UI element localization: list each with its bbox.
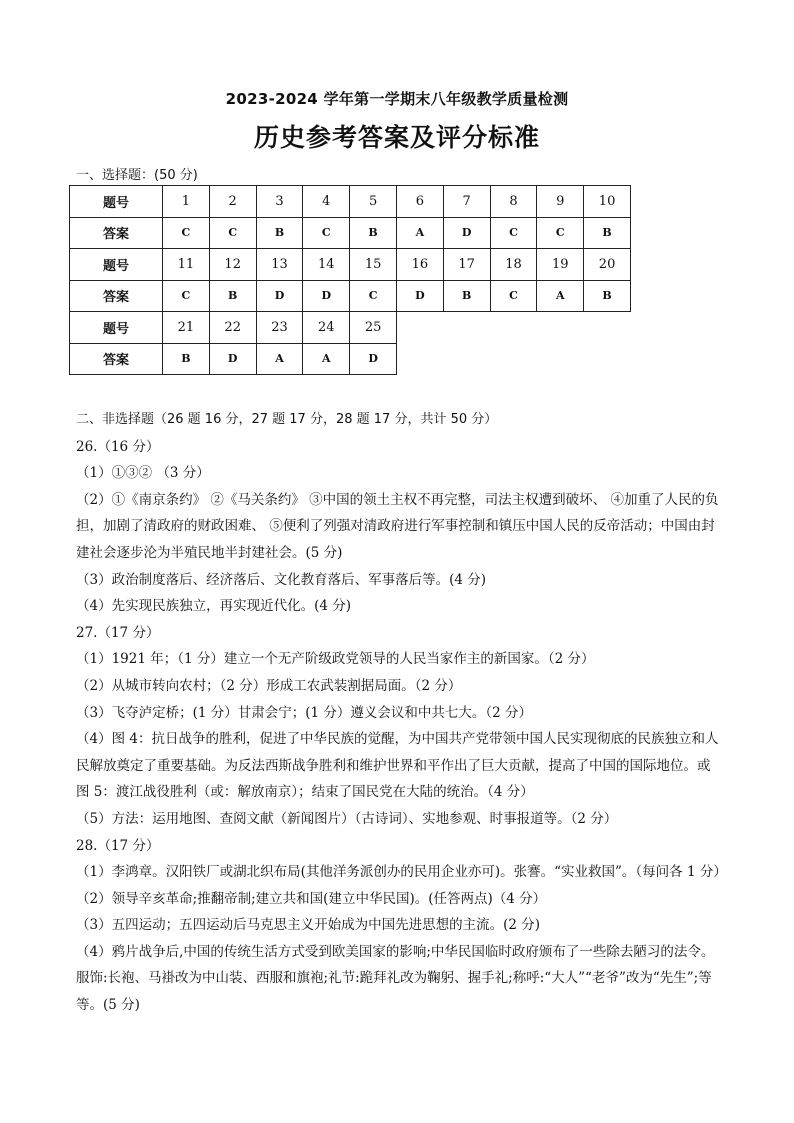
empty-cell xyxy=(490,343,537,375)
answer-line: （3）五四运动；五四运动后马克思主义开始成为中国先进思想的主流。(2 分) xyxy=(76,917,541,934)
answer-cell: B xyxy=(584,217,631,249)
question-number-row xyxy=(70,249,631,281)
answer-cell: B xyxy=(256,217,303,249)
question-number-cell: 20 xyxy=(584,249,631,281)
answer-cell: B xyxy=(163,343,210,375)
question-number-cell: 18 xyxy=(490,249,537,281)
question-number-cell: 1 xyxy=(163,186,210,218)
question-number-cell: 17 xyxy=(443,249,490,281)
question-number-cell: 4 xyxy=(303,186,350,218)
empty-cell xyxy=(443,343,490,375)
question-number-cell: 24 xyxy=(303,312,350,344)
answer-cell: A xyxy=(396,217,443,249)
empty-cell xyxy=(396,343,443,375)
answer-line: 27.（17 分） xyxy=(76,624,160,641)
section1-heading: 一、选择题：(50 分) xyxy=(76,168,198,183)
answer-line: （1）李鸿章。汉阳铁厂或湖北织布局(其他洋务派创办的民用企业亦可)。张謇。“实业救国”。（每问各 1 分） xyxy=(76,864,727,881)
row-label-question: 题号 xyxy=(70,249,163,281)
question-number-cell: 7 xyxy=(443,186,490,218)
section2-heading: 二、非选择题（26 题 16 分，27 题 17 分，28 题 17 分，共计 50 分） xyxy=(76,412,498,427)
answer-line: （3）飞夺泸定桥；(1 分）甘肃会宁；(1 分）遵义会议和中共七大。（2 分） xyxy=(76,704,533,721)
answer-cell: D xyxy=(443,217,490,249)
answer-cell: B xyxy=(350,217,397,249)
answer-line: 26.（16 分） xyxy=(76,438,160,455)
question-number-row xyxy=(70,186,631,218)
question-number-cell: 23 xyxy=(256,312,303,344)
answer-cell: C xyxy=(537,217,584,249)
answer-cell: A xyxy=(256,343,303,375)
empty-cell xyxy=(584,343,631,375)
answer-line: （2）领导辛亥革命;推翻帝制;建立共和国(建立中华民国)。(任答两点)（4 分） xyxy=(76,890,547,907)
answer-cell: D xyxy=(209,343,256,375)
answer-cell: B xyxy=(209,280,256,312)
question-number-cell: 25 xyxy=(350,312,397,344)
question-number-cell: 22 xyxy=(209,312,256,344)
answer-cell: A xyxy=(303,343,350,375)
question-number-cell: 2 xyxy=(209,186,256,218)
question-number-cell: 5 xyxy=(350,186,397,218)
answer-cell: C xyxy=(303,217,350,249)
row-label-question: 题号 xyxy=(70,186,163,218)
question-number-row xyxy=(70,312,631,344)
answer-cell: D xyxy=(396,280,443,312)
answer-line: （3）政治制度落后、经济落后、文化教育落后、军事落后等。(4 分) xyxy=(76,571,487,588)
answer-line: （4）鸦片战争后,中国的传统生活方式受到欧美国家的影响;中华民国临时政府颁布了一些除去陋习的法令。服饰:长袍、马褂改为中山装、西服和旗袍;礼节:跪拜礼改为鞠躬、握手礼;称呼:“大人”“老爷”改为“先生”;等等。(5 分) xyxy=(76,943,715,1014)
question-number-cell: 19 xyxy=(537,249,584,281)
answer-line: （1）1921 年；（1 分）建立一个无产阶级政党领导的人民当家作主的新国家。（2 分） xyxy=(76,651,595,668)
answer-cell: C xyxy=(209,217,256,249)
answer-cell: A xyxy=(537,280,584,312)
question-number-cell: 16 xyxy=(396,249,443,281)
answer-cell: C xyxy=(163,217,210,249)
answer-line: （5）方法：运用地图、查阅文献（新闻图片）（古诗词）、实地参观、时事报道等。（2 分） xyxy=(76,810,618,827)
row-label-answer: 答案 xyxy=(70,343,163,375)
answer-row xyxy=(70,343,631,375)
empty-cell xyxy=(537,312,584,344)
question-number-cell: 11 xyxy=(163,249,210,281)
answer-cell: B xyxy=(584,280,631,312)
exam-subtitle: 2023-2024 学年第一学期末八年级教学质量检测 xyxy=(225,90,569,108)
question-number-cell: 8 xyxy=(490,186,537,218)
answer-line: （2）从城市转向农村；（2 分）形成工农武装割据局面。（2 分） xyxy=(76,677,462,694)
question-number-cell: 6 xyxy=(396,186,443,218)
answer-row xyxy=(70,217,631,249)
question-number-cell: 3 xyxy=(256,186,303,218)
page-title: 历史参考答案及评分标准 xyxy=(253,123,540,152)
answer-cell: D xyxy=(256,280,303,312)
empty-cell xyxy=(537,343,584,375)
empty-cell xyxy=(490,312,537,344)
question-number-cell: 21 xyxy=(163,312,210,344)
question-number-cell: 13 xyxy=(256,249,303,281)
question-number-cell: 14 xyxy=(303,249,350,281)
answer-line: （2）①《南京条约》 ②《马关条约》 ③中国的领土主权不再完整，司法主权遭到破坏、 ④加重了人民的负担，加剧了清政府的财政困难、 ⑤便利了列强对清政府进行军事控制和镇压中国人民的反帝活动；中国由封建社会逐步沦为半殖民地半封建社会。(5 分) xyxy=(76,491,719,561)
question-number-cell: 9 xyxy=(537,186,584,218)
answer-line: （4）图 4：抗日战争的胜利，促进了中华民族的觉醒，为中国共产党带领中国人民实现彻底的民族独立和人民解放奠定了重要基础。为反法西斯战争胜利和维护世界和平作出了巨大贡献，提高了中国的国际地位。或图 5：渡江战役胜利（或：解放南京）；结束了国民党在大陆的统治。（4 分） xyxy=(76,731,719,801)
answer-cell: C xyxy=(350,280,397,312)
row-label-answer: 答案 xyxy=(70,217,163,249)
answer-row xyxy=(70,280,631,312)
question-number-cell: 12 xyxy=(209,249,256,281)
answer-cell: D xyxy=(303,280,350,312)
row-label-answer: 答案 xyxy=(70,280,163,312)
answer-cell: C xyxy=(490,217,537,249)
answer-line: （1）①③② （3 分） xyxy=(76,465,210,482)
section2 xyxy=(76,407,727,1019)
question-number-cell: 10 xyxy=(584,186,631,218)
answer-line: 28.（17 分） xyxy=(76,837,160,854)
answer-table xyxy=(69,185,631,375)
empty-cell xyxy=(396,312,443,344)
row-label-question: 题号 xyxy=(70,312,163,344)
section2-lines xyxy=(76,434,727,1019)
answer-cell: C xyxy=(163,280,210,312)
answer-cell: D xyxy=(350,343,397,375)
question-number-cell: 15 xyxy=(350,249,397,281)
answer-cell: C xyxy=(490,280,537,312)
empty-cell xyxy=(443,312,490,344)
answer-cell: B xyxy=(443,280,490,312)
answer-line: （4）先实现民族独立，再实现近代化。(4 分) xyxy=(76,598,352,615)
empty-cell xyxy=(584,312,631,344)
